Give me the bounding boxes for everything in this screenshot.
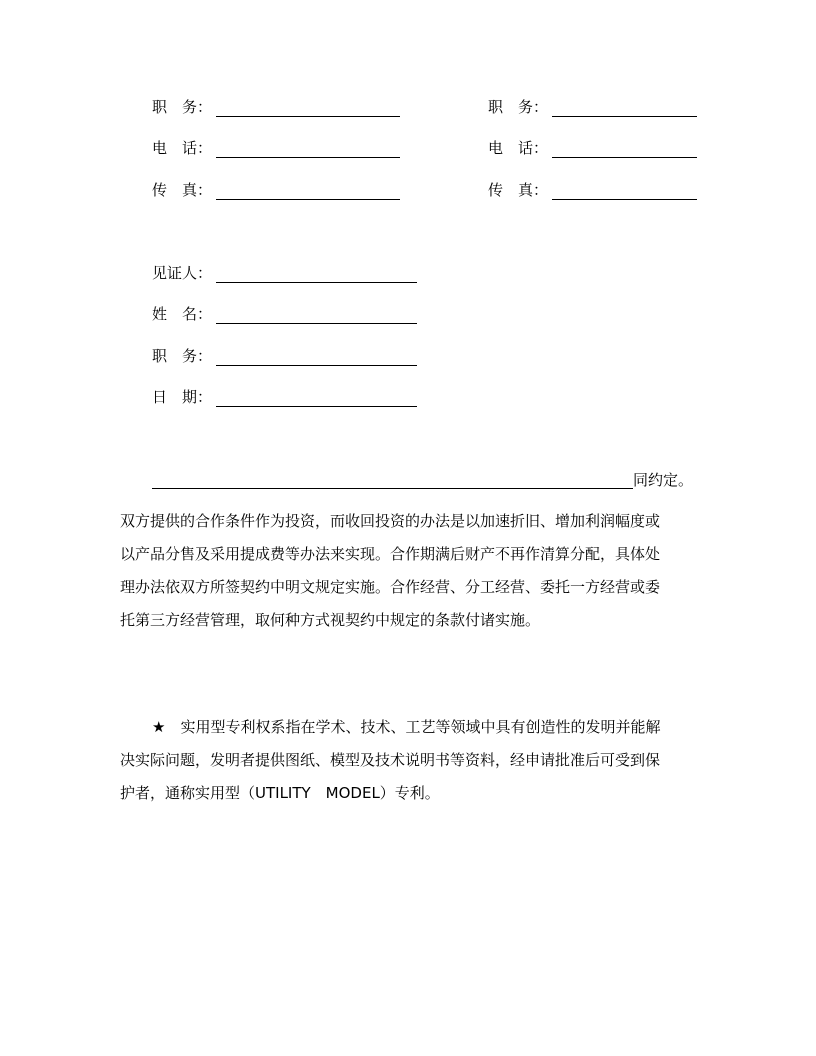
right-phone-blank[interactable] bbox=[552, 137, 697, 158]
left-phone-label: 电 话： bbox=[152, 139, 213, 157]
witness-name-blank[interactable] bbox=[216, 303, 417, 324]
clause-blank-suffix: 同约定。 bbox=[633, 471, 694, 489]
witness-position-blank[interactable] bbox=[216, 345, 417, 366]
right-phone-label: 电 话： bbox=[488, 139, 549, 157]
note-line: 决实际问题，发明者提供图纸、模型及技术说明书等资料，经申请批准后可受到保 bbox=[120, 751, 661, 769]
witness-name-label: 姓 名： bbox=[152, 305, 213, 323]
witness-position-label: 职 务： bbox=[152, 347, 213, 365]
right-fax-blank[interactable] bbox=[552, 179, 697, 200]
clause-paragraph bbox=[120, 505, 660, 637]
right-position-blank[interactable] bbox=[552, 96, 697, 117]
witness-date-label: 日 期： bbox=[152, 388, 213, 406]
clause-line: 双方提供的合作条件作为投资，而收回投资的办法是以加速折旧、增加利润幅度或 bbox=[120, 512, 661, 530]
witness-date-blank[interactable] bbox=[216, 386, 417, 407]
clause-line: 托第三方经营管理，取何种方式视契约中规定的条款付诸实施。 bbox=[120, 611, 541, 629]
clause-line: 理办法依双方所签契约中明文规定实施。合作经营、分工经营、委托一方经营或委 bbox=[120, 578, 661, 596]
witness-label: 见证人： bbox=[152, 264, 213, 282]
left-phone-blank[interactable] bbox=[216, 137, 400, 158]
right-fax-label: 传 真： bbox=[488, 181, 549, 199]
left-fax-label: 传 真： bbox=[152, 181, 213, 199]
right-position-label: 职 务： bbox=[488, 98, 549, 116]
clause-blank-line[interactable] bbox=[152, 468, 633, 489]
note-line-first: ★ 实用型专利权系指在学术、技术、工艺等领域中具有创造性的发明并能解 bbox=[152, 718, 661, 736]
clause-line: 以产品分售及采用提成费等办法来实现。合作期满后财产不再作清算分配，具体处 bbox=[120, 545, 661, 563]
witness-blank[interactable] bbox=[216, 262, 417, 283]
note-line: 护者，通称实用型（UTILITY MODEL）专利。 bbox=[120, 784, 440, 802]
left-fax-blank[interactable] bbox=[216, 179, 400, 200]
note-paragraph bbox=[120, 711, 660, 810]
left-position-blank[interactable] bbox=[216, 96, 400, 117]
left-position-label: 职 务： bbox=[152, 98, 213, 116]
